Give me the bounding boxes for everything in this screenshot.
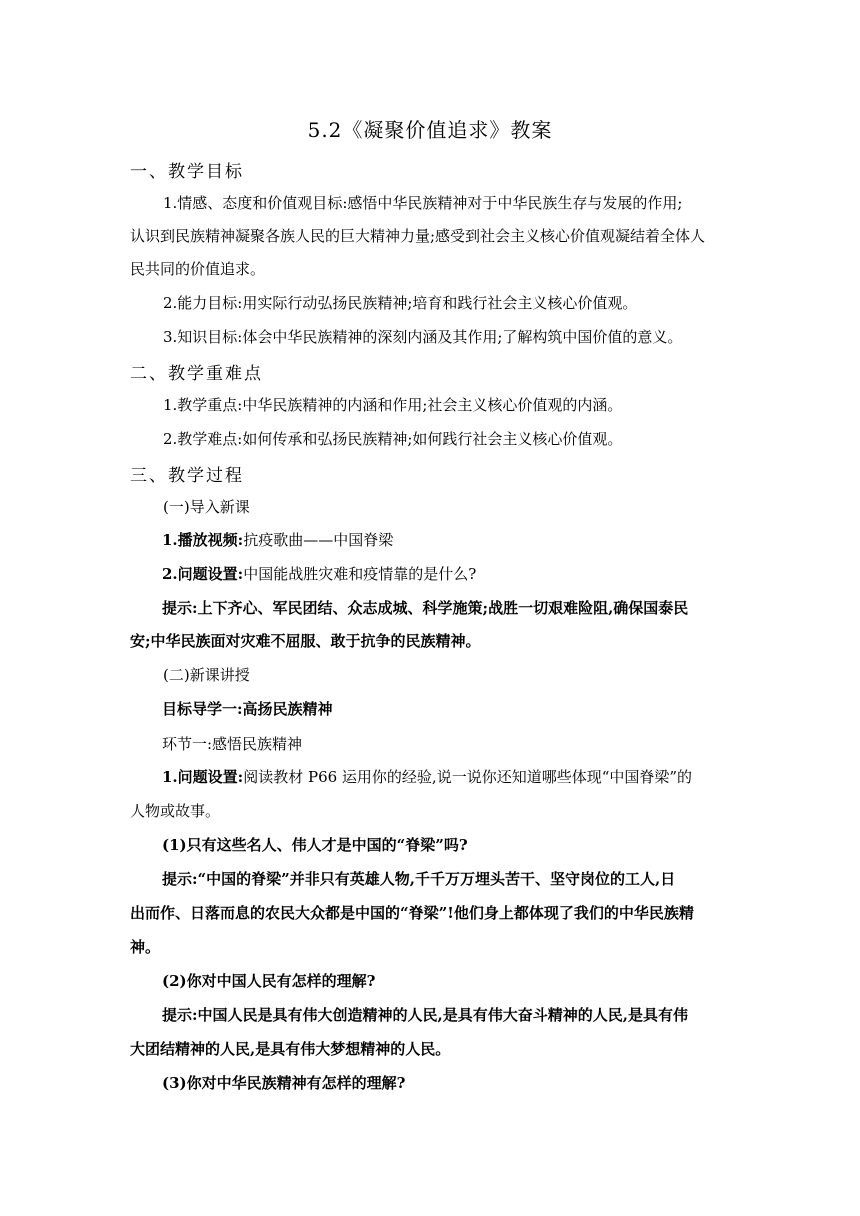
hint-2-line-1 (162, 868, 675, 889)
hint-3-line-1 (162, 1004, 688, 1025)
section-heading-objectives: 一、教学目标 (130, 162, 244, 182)
question-2-line-2: 人物或故事。 (130, 802, 221, 820)
goal-guide-1: 目标导学一:高扬民族精神 (162, 700, 333, 718)
goal-1-line-2: 认识到民族精神凝聚各族人民的巨大精神力量;感受到社会主义核心价值观凝结着全体人 (130, 227, 706, 245)
hint-3-line-2: 大团结精神的人民,是具有伟大梦想精神的人民。 (130, 1040, 451, 1058)
video-label: 1.播放视频: (162, 531, 244, 549)
goal-2: 2.能力目标:用实际行动弘扬民族精神;培育和践行社会主义核心价值观。 (163, 294, 638, 312)
hint-3-text: 中国人民是具有伟大创造精神的人民,是具有伟大奋斗精神的人民,是具有伟 (197, 1006, 688, 1024)
question-2-text: 阅读教材 P66 运用你的经验,说一说你还知道哪些体现“中国脊梁”的 (243, 768, 693, 786)
sub-question-3: (3)你对中华民族精神有怎样的理解? (162, 1074, 406, 1092)
hint-2-label: 提示: (162, 870, 198, 888)
hint-2-text: “中国的脊梁”并非只有英雄人物,千千万万埋头苦干、坚守岗位的工人,日 (197, 870, 676, 888)
video-text: 抗疫歌曲——中国脊梁 (243, 531, 394, 549)
subsection-lecture: (二)新课讲授 (163, 666, 250, 684)
page-title: 5.2《凝聚价值追求》教案 (307, 118, 553, 142)
section-heading-process: 三、教学过程 (130, 466, 244, 486)
goal-3: 3.知识目标:体会中华民族精神的深刻内涵及其作用;了解构筑中国价值的意义。 (163, 328, 683, 346)
hint-1-text: 上下齐心、军民团结、众志成城、科学施策;战胜一切艰难险阻,确保国泰民 (197, 599, 689, 617)
question-text: 中国能战胜灾难和疫情靠的是什么? (243, 565, 477, 583)
hint-1-line-2: 安;中华民族面对灾难不屈服、敢于抗争的民族精神。 (130, 632, 481, 650)
sub-question-1: (1)只有这些名人、伟人才是中国的“脊梁”吗? (162, 836, 468, 854)
question-2-label: 1.问题设置: (162, 768, 244, 786)
key-point-2: 2.教学难点:如何传承和弘扬民族精神;如何践行社会主义核心价值观。 (163, 430, 623, 448)
link-1: 环节一:感悟民族精神 (162, 735, 303, 753)
subsection-intro: (一)导入新课 (163, 498, 250, 516)
hint-2-line-3: 神。 (130, 938, 161, 956)
question-label: 2.问题设置: (162, 565, 244, 583)
question-2-line-1 (162, 766, 692, 787)
goal-1-line-1: 1.情感、态度和价值观目标:感悟中华民族精神对于中华民族生存与发展的作用; (163, 194, 683, 212)
goal-1-line-3: 民共同的价值追求。 (130, 260, 266, 278)
hint-label: 提示: (162, 599, 198, 617)
question-line (162, 563, 476, 584)
sub-question-2: (2)你对中国人民有怎样的理解? (162, 972, 376, 990)
hint-2-line-2: 出而作、日落而息的农民大众都是中国的“脊梁”!他们身上都体现了我们的中华民族精 (130, 904, 694, 922)
video-line (162, 529, 393, 550)
key-point-1: 1.教学重点:中华民族精神的内涵和作用;社会主义核心价值观的内涵。 (163, 396, 623, 414)
section-heading-key-points: 二、教学重难点 (130, 364, 263, 384)
hint-1-line-1 (162, 597, 688, 618)
hint-3-label: 提示: (162, 1006, 198, 1024)
